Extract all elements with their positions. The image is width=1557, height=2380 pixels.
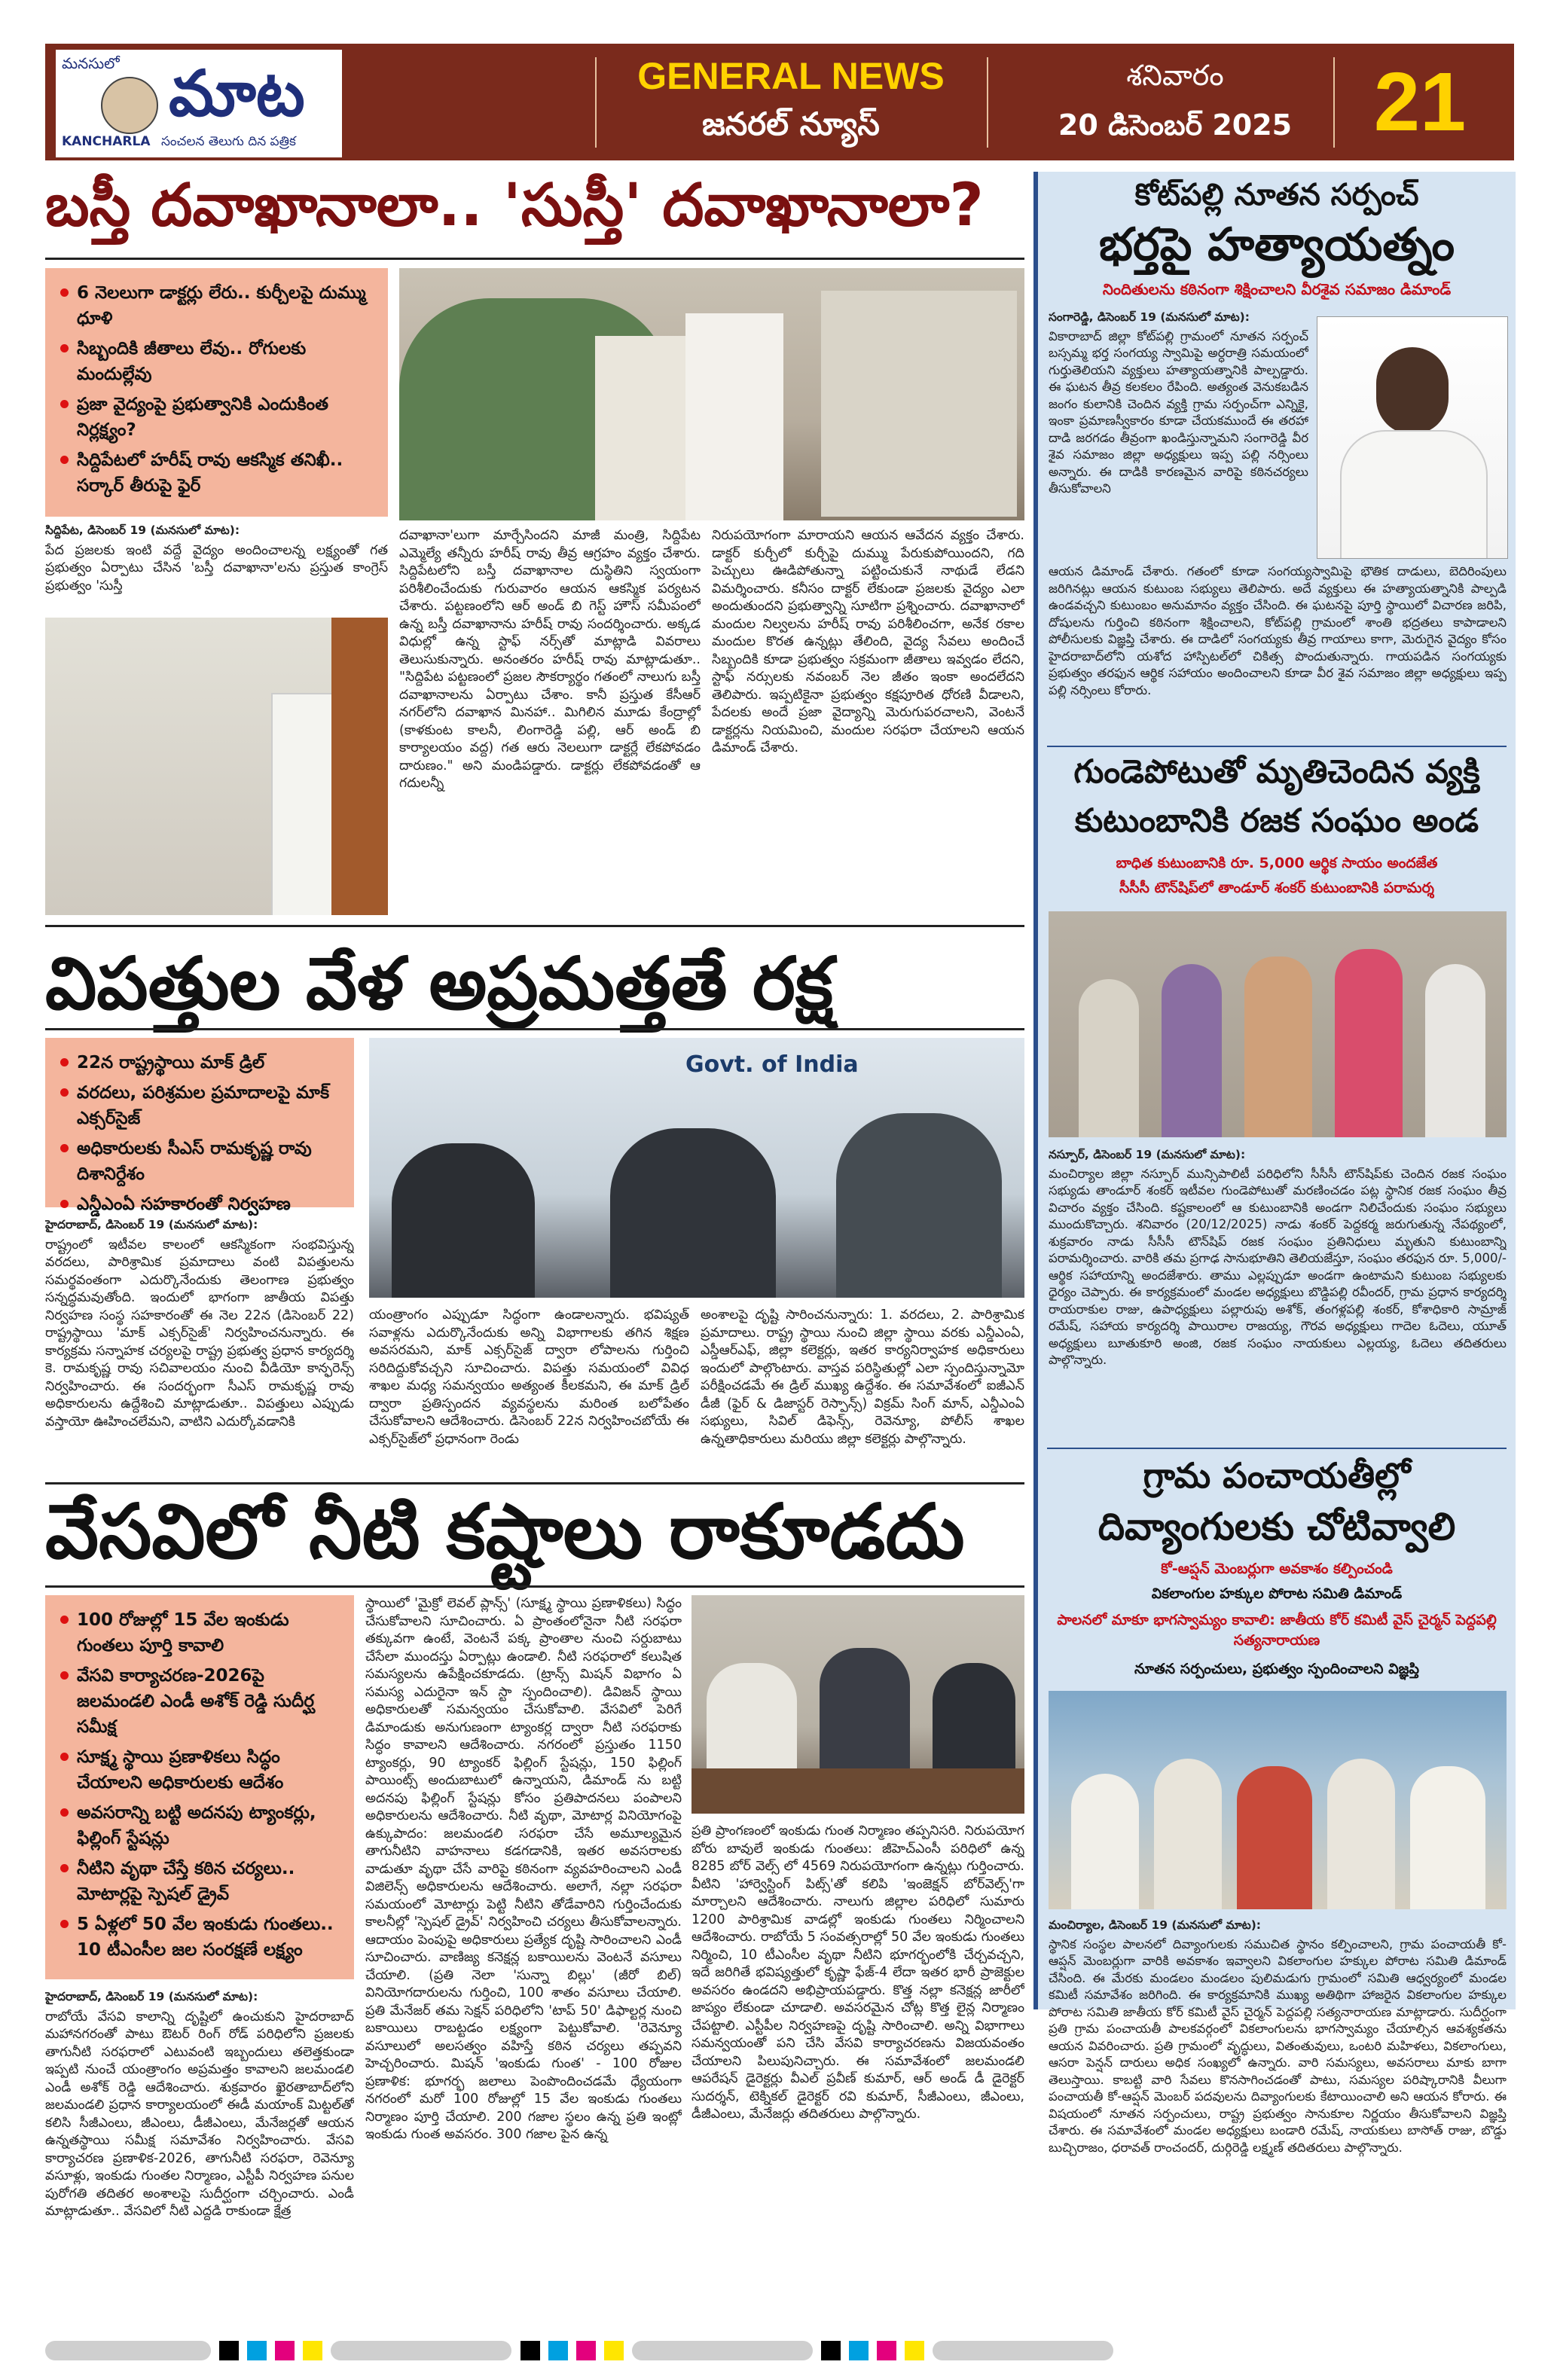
person-figure [1162, 964, 1222, 1137]
right1-body-narrow: వికారాబాద్ జిల్లా కోట్‌పల్లి గ్రామంలో నూతన సర్పంచ్ బస్సమ్మ భర్త సంగయ్య స్వామిపై అర్ధరాత్రి సమయంలో గుర్తుతెలియని వ్యక్తులు హత్యాయత్నానికి పాల్పడ్డారు. ఈ ఘటన తీవ్ర కలకలం రేపింది. అత్యంత వెనుకబడిన జంగం కులానికి చెందిన వ్యక్తి గ్రామ సర్పంచ్‌గా ఎన్నికై, ఇంకా ప్రమాణస్వీకారం కూడా చేయకముందే ఈ తరహా దాడి జరగడం తీవ్రంగా ఖండిస్తున్నామని సంగారెడ్డి వీర శైవ సమాజం జిల్లా అధ్యక్షులు ఇప్ప పల్లి నర్సింలు అన్నారు. ఈ దాడికి కారణమైన వారిపై కఠినచర్యలు తీసుకోవాలని [1049, 328, 1308, 496]
right2-body: మంచిర్యాల జిల్లా నస్పూర్ మున్సిపాలిటీ పరిధిలోని సీసీసీ టౌన్‌షిప్‌కు చెందిన రజక సంఘం సభ్యుడు తాండూర్ శంకర్ ఇటీవల గుండెపోటుతో మరణించడం పట్ల స్థానిక రజక సంఘం తీవ్ర విచారం వ్యక్తం చేసింది. కష్టకాలంలో ఆ కుటుంబానికి అండగా నిలిచేందుకు సంఘం సభ్యులు ముందుకొచ్చారు. శనివారం (20/12/2025) నాడు శంకర్ పెద్దకర్మ జరుగుతున్న నేపథ్యంలో, శుక్రవారం నాడు సీసీసీ టౌన్‌షిప్ రజక సంఘం ప్రతినిధులు మృతుని కుటుంబాన్ని పరామర్శించారు. వారికి తమ ప్రగాఢ సానుభూతిని తెలియజేస్తూ, సంఘం తరఫున రూ. 5,000/- ఆర్థిక సహాయాన్ని అందజేశారు. తాము ఎల్లప్పుడూ అండగా ఉంటామని కుటుంబ సభ్యులకు ధైర్యం చెప్పారు. ఈ కార్యక్రమంలో మండల అధ్యక్షులు బొడ్డిపల్లి రవీందర్, గ్రామ ప్రధాన కార్యదర్శి రాయరాకుల రాజు, ఉపాధ్యక్షులు పల్లారుపు అశోక్, తంగళ్లపల్లి శంకర్, కోశాధికారి సామ్రాజ్ రమేష్, సహాయ కార్యదర్శి పాయిరాల రాజయ్య, గౌరవ అధ్యక్షులు గాదెల ఓదెలు, యూత్ అధ్యక్షులు బూతుకూరి అంజి, రజక సంఘం నాయకులు ఎల్లయ్య, ఓదెలు తదితరులు పాల్గొన్నారు. [1049, 1166, 1507, 1367]
right2-dateline: నస్పూర్, డిసెంబర్ 19 (మనసులో మాట): [1049, 1148, 1246, 1161]
person-figure [685, 313, 783, 520]
highlight-item: అధికారులకు సీఎస్ రామకృష్ణ రావు దిశానిర్దేశం [57, 1136, 342, 1187]
print-registration-strip [45, 2341, 1514, 2363]
story1-headline[interactable]: బస్తీ దవాఖానాలా.. 'సుస్తీ' దవాఖానాలా? [45, 172, 984, 240]
highlight-item: ప్రజా వైద్యంపై ప్రభుత్వానికి ఎందుకింత నిర్లక్ష్యం? [57, 392, 376, 443]
logo-title: మాట [169, 56, 305, 130]
story2-column-2: యంత్రాంగం ఎప్పుడూ సిద్ధంగా ఉండాలన్నారు. భవిష్యత్ సవాళ్లను ఎదుర్కొనేందుకు అన్ని విభాగాలకు తగిన శిక్షణ అవసరమని, మాక్ ఎక్సర్‌సైజ్ ద్వారా లోపాలను గుర్తించి సరిదిద్దుకోవచ్చని సూచించారు. విపత్తు సమయంలో వివిధ శాఖల మధ్య సమన్వయం అత్యంత కీలకమని, ఈ మాక్ డ్రిల్ ద్వారా ప్రతిస్పందన వ్యవస్థలను మరింత బలోపేతం చేసుకోవాలని ఆదేశించారు. డిసెంబర్ 22న నిర్వహించబోయే ఈ ఎక్సర్‌సైజ్‌లో ప్రధానంగా రెండు [369, 1307, 689, 1447]
logo-brand: KANCHARLA [62, 134, 151, 149]
highlight-item: 6 నెలలుగా డాక్టర్లు లేరు.. కుర్చీలపై దుమ్ము ధూళి [57, 280, 376, 331]
story3-photo [691, 1595, 1024, 1814]
right3-body: స్థానిక సంస్థల పాలనలో దివ్యాంగులకు సముచిత స్థానం కల్పించాలని, గ్రామ పంచాయతీ కో-ఆప్షన్ మెంబర్లుగా వారికి అవకాశం ఇవ్వాలని వికలాంగుల హక్కుల పోరాట సమితి డిమాండ్ చేసింది. ఈ మేరకు మండలం మండలం పులిమడుగు గ్రామంలో సమితి ఆధ్వర్యంలో మండల కమిటీ సమావేశం జరిగింది. ఈ కార్యక్రమానికి ముఖ్య అతిథిగా హాజరైన వికలాంగుల హక్కుల పోరాట సమితి జాతీయ కోర్ కమిటీ వైస్ చైర్మన్ పెద్దపల్లి సత్యనారాయణ మాట్లాడారు. సుదీర్ఘంగా ప్రతి గ్రామ పంచాయతీ పాలకవర్గంలో వికలాంగులను భాగస్వామ్యం చేయాల్సిన ఆవశ్యకతను ఆయన వివరించారు. ప్రతి గ్రామంలో వృద్ధులు, వితంతువులు, ఒంటరి మహిళలు, వికలాంగులు, ఆసరా పెన్షన్ దారులు అధిక సంఖ్యలో ఉన్నారు. వారి సమస్యలు, అవసరాలు మాకు బాగా తెలుస్తాయి. కాబట్టి వారి సేవలు కొనసాగించడంతో పాటు, సమస్యల పరిష్కారానికి వీలుగా పంచాయతీ కో-ఆప్షన్ మెంబర్ పదవులను దివ్యాంగులకు కేటాయించాలి అని ఆయన కోరారు. ఈ విషయంలో నూతన సర్పంచులు, రాష్ట్ర ప్రభుత్వం సానుకూల నిర్ణయం తీసుకోవాలని విజ్ఞప్తి చేశారు. ఈ సమావేశంలో మండల అధ్యక్షులు బండారి రమేష్, నాయకులు బాసోత్ రాజు, బొడ్డు బుచ్చిరాజం, ధరావత్ రాంచందర్, దుర్గిరెడ్డి లక్ష్మణ్ తదితరులు పాల్గొన్నారు. [1049, 1936, 1507, 2155]
highlight-item: 5 ఏళ్లలో 50 వేల ఇంకుడు గుంతలు.. 10 టీఎంసీల జల సంరక్షణే లక్ష్యం [57, 1912, 342, 1963]
logo-portrait-icon [101, 77, 158, 134]
highlight-item: సిబ్బందికి జీతాలు లేవు.. రోగులకు మందుల్లేవు [57, 336, 376, 387]
section-title-en: GENERAL NEWS [637, 55, 945, 97]
divider [45, 1482, 1024, 1484]
registration-mark [905, 2341, 924, 2360]
highlight-item: 22న రాష్ట్రస్థాయి మాక్ డ్రిల్ [57, 1050, 342, 1076]
right3-deck2: వికలాంగుల హక్కుల పోరాట సమితి డిమాండ్ [1151, 1585, 1403, 1602]
highlight-item: నీటిని వృథా చేస్తే కఠిన చర్యలు.. మోటార్లపై స్పెషల్ డ్రైవ్ [57, 1856, 342, 1907]
masthead-divider [1333, 57, 1335, 148]
right3-deck4: నూతన సర్పంచులు, ప్రభుత్వం స్పందించాలని విజ్ఞప్తి [1134, 1661, 1420, 1677]
right3-deck3: పాలనలో మాకూ భాగస్వామ్యం కావాలి: జాతీయ కోర్ కమిటీ వైస్ చైర్మన్ పెద్దపల్లి సత్యనారాయణ [1057, 1612, 1497, 1649]
person-figure [1327, 1759, 1395, 1909]
story3-highlights [45, 1595, 354, 1979]
right2-headline-line1[interactable]: గుండెపోటుతో మృతిచెందిన వ్యక్తి [1073, 753, 1480, 791]
divider [1047, 746, 1507, 747]
story2-col1-text: రాష్ట్రంలో ఇటీవల కాలంలో ఆకస్మికంగా సంభవిస్తున్న వరదలు, పారిశ్రామిక ప్రమాదాలు వంటి విపత్తులను సమర్థవంతంగా ఎదుర్కొనేందుకు తెలంగాణ ప్రభుత్వం సన్నద్ధమవుతోంది. ఇందులో భాగంగా జాతీయ విపత్తు నిర్వహణ సంస్థ సహకారంతో ఈ నెల 22న (డిసెంబర్ 22) రాష్ట్రస్థాయి 'మాక్ ఎక్సర్‌సైజ్' నిర్వహించనున్నారు. ఈ కార్యక్రమ సన్నాహక చర్యలపై రాష్ట్ర ప్రభుత్వ ప్రధాన కార్యదర్శి కె. రామకృష్ణ రావు సచివాలయం నుంచి వీడియో కాన్ఫరెన్స్ నిర్వహించారు. ఈ సందర్భంగా సీఎస్ రామకృష్ణ రావు అధికారులను ఉద్దేశించి మాట్లాడుతూ.. విపత్తులు ఎప్పుడు వస్తాయో ఊహించలేమని, వాటిని ఎదుర్కోవడానికి [45, 1237, 354, 1430]
door-frame [331, 618, 388, 915]
page-number: 21 [1373, 56, 1467, 148]
masthead-divider [595, 57, 597, 148]
highlight-item: అవసరాన్ని బట్టి అదనపు ట్యాంకర్లు, ఫిల్లింగ్ స్టేషన్లు [57, 1800, 342, 1851]
right1-portrait [1317, 316, 1508, 559]
story2-photo [369, 1038, 1024, 1298]
divider [45, 1585, 1024, 1588]
right1-headline[interactable]: భర్తపై హత్యాయత్నం [1098, 218, 1455, 271]
story1-lead-text: పేద ప్రజలకు ఇంటి వద్దే వైద్యం అందించాలన్న లక్ష్యంతో గత ప్రభుత్వం ఏర్పాటు చేసిన 'బస్తీ దవాఖానా'లను ప్రస్తుత కాంగ్రెస్ ప్రభుత్వం 'సుస్తీ [45, 542, 388, 593]
registration-mark [849, 2341, 869, 2360]
registration-mark [275, 2341, 295, 2360]
registration-mark [521, 2341, 540, 2360]
person-figure [1410, 1766, 1485, 1909]
divider [1047, 1448, 1507, 1449]
registration-mark [877, 2341, 896, 2360]
highlight-item: వేసవి కార్యాచరణ-2026పై జలమండలి ఎండీ అశోక్ రెడ్డి సుదీర్ఘ సమీక్ష [57, 1663, 342, 1740]
registration-mark [604, 2341, 624, 2360]
right1-kicker: కోట్‌పల్లి నూతన సర్పంచ్ [1134, 178, 1419, 212]
right2-headline-line2[interactable]: కుటుంబానికి రజక సంఘం అండ [1074, 802, 1479, 840]
person-figure [595, 336, 685, 520]
right2-deck2: సీసీసీ టౌన్‌షిప్‌లో తాండూర్ శంకర్ కుటుంబానికి పరామర్శ [1119, 880, 1435, 896]
highlight-item: సూక్ష్మ స్థాయి ప్రణాళికలు సిద్ధం చేయాలని అధికారులకు ఆదేశం [57, 1744, 342, 1796]
highlight-item: సిద్దిపేటలో హరీష్ రావు ఆకస్మిక తనిఖీ.. సర్కార్ తీరుపై ఫైర్ [57, 447, 376, 499]
person-figure [392, 1143, 535, 1298]
person-figure [1335, 949, 1403, 1137]
story1-photo [399, 268, 1024, 520]
story2-column-1 [45, 1216, 354, 1476]
right1-body-wide: ఆయన డిమాండ్ చేశారు. గతంలో కూడా సంగయ్యస్వామిపై భౌతిక దాడులు, బెదిరింపులు జరిగినట్లు ఆయన కుటుంబ సభ్యులు తెలిపారు. అదే వ్యక్తులు ఈ హత్యాయత్నానికి పాల్పడి ఉండవచ్చని కుటుంబం అనుమానం వ్యక్తం చేసింది. ఈ ఘటనపై పూర్తి స్థాయిలో విచారణ జరిపి, దోషులను గుర్తించి కఠినంగా శిక్షించాలని, కోట్‌పల్లి గ్రామంలో శాంతి భద్రతలు కాపాడాలని పోలీసులకు విజ్ఞప్తి చేశారు. ఈ దాడిలో సంగయ్యకు తీవ్ర గాయాలు కాగా, మెరుగైన వైద్యం కోసం హైదరాబాద్‌లోని యశోద హాస్పిటల్‌లో చికిత్స పొందుతున్నారు. గాయపడిన సంగయ్యకు ప్రభుత్వం తరఫున ఆర్థిక సహాయం అందించాలని కూడా వీర శైవ సమాజం జిల్లా అధ్యక్షులు ఇప్ప పల్లి నర్సింలు కోరారు. [1049, 564, 1507, 697]
person-figure [1079, 979, 1139, 1137]
story3-column-3: ప్రతి ప్రాంగణంలో ఇంకుడు గుంత నిర్మాణం తప్పనిసరి. నిరుపయోగ బోరు బావులే ఇంకుడు గుంతలు: జీహెచ్ఎంసీ పరిధిలో ఉన్న 8285 బోర్ వెల్స్ లో 4569 నిరుపయోగంగా ఉన్నట్లు గుర్తించారు. వీటిని 'హార్వెస్టింగ్ పిట్స్'తో కలిపి 'ఇంజెక్షన్ బోర్‌వెల్స్'గా మార్చాలని ఆదేశించారు. నాలుగు జిల్లాల పరిధిలో సుమారు 1200 పారిశ్రామిక వాడల్లో ఇంకుడు గుంతలు నిర్మించాలని ఆదేశించారు. రాబోయే 5 సంవత్సరాల్లో 50 వేల ఇంకుడు గుంతలు నిర్మించి, 10 టీఎంసీల వృథా నీటిని భూగర్భంలోకి చేర్చవచ్చని, ఇదే జరిగితే భవిష్యత్తులో కృష్ణా ఫేజ్-4 లేదా ఇతర భారీ ప్రాజెక్టుల అవసరం ఉండదని అభిప్రాయపడ్డారు. కొత్త నల్లా కనెక్షన్ల జారీలో జాప్యం లేకుండా చూడాలి. అవసరమైన చోట్ల కొత్త లైన్ల నిర్మాణం చేపట్టాలి. ఎస్టీపీల నిర్వహణపై దృష్టి సారించాలి. అన్ని విభాగాలు సమన్వయంతో పని చేసి వేసవి కార్యాచరణను విజయవంతం చేయాలని పిలుపునిచ్చారు. ఈ సమావేశంలో జలమండలి ఆపరేషన్ డైరెక్టర్లు వీఎల్ ప్రవీణ్ కుమార్, ఆర్ అండ్ డీ డైరెక్టర్ సుదర్శన్, టెక్నికల్ డైరెక్టర్ రవి కుమార్, సీజీఎంలు, జీఎంలు, డీజీఎంలు, మేనేజర్లు తదితరులు పాల్గొన్నారు. [691, 1823, 1024, 2122]
story3-column-1 [45, 1988, 354, 2335]
highlight-item: ఎన్డీఎంఏ సహకారంతో నిర్వహణ [57, 1192, 342, 1217]
story2-highlights [45, 1038, 354, 1214]
person-figure [1237, 1766, 1312, 1909]
story1-highlights [45, 268, 388, 517]
portrait-head [1376, 347, 1449, 435]
right2-deck1: బాధిత కుటుంబానికి రూ. 5,000 ఆర్థిక సాయం అందజేత [1116, 855, 1438, 871]
story2-dateline: హైదరాబాద్, డిసెంబర్ 19 (మనసులో మాట): [45, 1218, 258, 1231]
registration-mark [632, 2341, 813, 2360]
registration-mark [548, 2341, 568, 2360]
masthead-divider [987, 57, 988, 148]
right3-dateline: మంచిర్యాల, డిసెంబర్ 19 (మనసులో మాట): [1049, 1918, 1261, 1932]
table-surface [691, 1768, 1024, 1814]
issue-date [1032, 48, 1318, 156]
story3-headline[interactable]: వేసవిలో నీటి కష్టాలు రాకూడదు [45, 1488, 965, 1576]
highlight-item: వరదలు, పరిశ్రమల ప్రమాదాలపై మాక్ ఎక్సర్‌సైజ్ [57, 1080, 342, 1131]
story2-column-3: అంశాలపై దృష్టి సారించనున్నారు: 1. వరదలు, 2. పారిశ్రామిక ప్రమాదాలు. రాష్ట్ర స్థాయి నుంచి జిల్లా స్థాయి వరకు ఎన్డీఎంఏ, ఎస్డీఆర్ఎఫ్, జిల్లా కలెక్టర్లు, ఇతర కార్యనిర్వాహక అధికారులు ఇందులో పాల్గొంటారు. వాస్తవ పరిస్థితుల్లో ఎలా స్పందిస్తున్నామో పరీక్షించడమే ఈ డ్రిల్ ముఖ్య ఉద్దేశం. ఈ సమావేశంలో ఐజీఎన్ డీజీ (ఫైర్ & డిజాస్టర్ రెస్పాన్స్) విక్రమ్ సింగ్ మాన్, ఎన్డీఎంఏ సభ్యులు, సివిల్ డిఫెన్స్, రెవెన్యూ, పోలీస్ శాఖల ఉన్నతాధికారులు మరియు జిల్లా కలెక్టర్లు పాల్గొన్నారు. [701, 1307, 1024, 1447]
portrait-body [1340, 430, 1488, 559]
story1-dateline: సిద్దిపేట, డిసెంబర్ 19 (మనసులో మాట): [45, 523, 240, 537]
right2-photo [1049, 911, 1507, 1137]
right3-deck1: కో-ఆప్షన్ మెంబర్లుగా అవకాశం కల్పించండి [1161, 1561, 1393, 1577]
right3-column [1049, 1917, 1507, 2335]
divider [45, 1028, 1024, 1030]
story1-column-3: నిరుపయోగంగా మారాయని ఆయన ఆవేదన వ్యక్తం చేశారు. డాక్టర్ కుర్చీలో కుర్చీపై దుమ్ము పేరుకుపోయిందని, గది పెచ్చులు ఊడిపోతున్నా పట్టించుకునే నాథుడే లేడని విమర్శించారు. కనీసం దాక్టర్ లేకుండా ప్రజలకు వైద్యం ఎలా అందుతుందని ప్రభుత్వాన్ని సూటిగా ప్రశ్నించారు. దవాఖానాలో మందుల నిల్వలను హరీష్ రావు పరిశీలించగా, అనేక రకాల మందుల కొరత ఉన్నట్లు తేలింది, వైద్య సేవలు అందించే సిబ్బందికి కూడా ప్రభుత్వం సక్రమంగా జీతాలు ఇవ్వడం లేదని, స్టాఫ్ నర్సులకు నవంబర్ నెల జీతం ఇంకా అందలేదని తెలిపారు. ఇప్పటికైనా ప్రభుత్వం కక్షపూరిత ధోరణి వీడాలని, పేదలకు అందే ప్రజా వైద్యాన్ని మెరుగుపరచాలని, వెంటనే డాక్టర్లను నియమించి, మందుల సరఫరా చేయాలని ఆయన డిమాండ్ చేశారు. [712, 528, 1024, 755]
story3-column-2: స్థాయిలో 'మైక్రో లెవల్ ప్లాన్స్' (సూక్ష్మ స్థాయి ప్రణాళికలు) సిద్ధం చేసుకోవాలని సూచించారు. ఏ ప్రాంతంలోనైనా నీటి సరఫరా తక్కువగా ఉంటే, వెంటనే పక్క ప్రాంతాల నుంచి సర్దుబాటు చేసేలా ముందస్తు ఏర్పాట్లు ఉండాలి. నీటి సరఫరాలో కలుషిత సమస్యలను ఉపేక్షించకూడదు. (ట్రాన్స్ మిషన్ విభాగం ఏ సమస్య ఎదురైనా ఇన్ స్టా స్పందించాలి). డివిజన్ స్థాయి అధికారులతో సమన్వయం చేసుకోవాలి. వేసవిలో పెరిగే డిమాండుకు అనుగుణంగా ట్యాంకర్ల ద్వారా నీటి సరఫరాకు సిద్ధం కావాలని ఆదేశించారు. నగరంలో ప్రస్తుతం 1150 ట్యాంకర్లు, 90 ట్యాంకర్ ఫిల్లింగ్ స్టేషన్లు, 150 ఫిల్లింగ్ పాయింట్స్ అందుబాటులో ఉన్నాయని, డిమాండ్ ను బట్టి అదనపు ఫిల్లింగ్ స్టేషన్లు కోసం ప్రతిపాదనలు పంపాలని అధికారులను ఆదేశించారు. నీటి వృథా, మోటార్ల వినియోగంపై ఉక్కుపాదం: జలమండలి సరఫరా చేసే అమూల్యమైన తాగునీటిని వాహనాలు కడగడానికి, ఇతర అవసరాలకు వాడుతూ వృథా చేసే వారిపై కఠినంగా వ్యవహరించాలని ఎండీ విజిలెన్స్ అధికారులను ఆదేశించారు. అలాగే, నల్లా సరఫరా సమయంలో మోటార్లు పెట్టి నీటిని తోడేవారిని గుర్తించేందుకు కాలనీల్లో 'స్పెషల్ డ్రైవ్' నిర్వహించి చర్యలు తీసుకోవాలన్నారు. ఆదాయం పెంపుపై అధికారులు ప్రత్యేక దృష్టి సారించాలని ఎండీ సూచించారు. వాణిజ్య కనెక్షన్ల బకాయిలను వెంటనే వసూలు చేయాలి. (ప్రతి నెలా 'సున్నా బిల్లు' (జీరో బిల్) వినియోగదారులను గుర్తించి, 100 శాతం వసూలు చేయాలి. ప్రతి మేనేజర్ తమ సెక్షన్ పరిధిలోని 'టాప్ 50' డిఫాల్టర్ల నుంచి బకాయిలు రాబట్టడం లక్ష్యంగా పెట్టుకోవాలి. 'రెవెన్యూ వసూలులో అలసత్వం వహిస్తే కఠిన చర్యలు తప్పవని హెచ్చరించారు. మిషన్ 'ఇంకుడు గుంత' - 100 రోజుల ప్రణాళిక: భూగర్భ జలాలు పెంపొందించడమే ధ్యేయంగా నగరంలో మరో 100 రోజుల్లో 15 వేల ఇంకుడు గుంతలు నిర్మాణం పూర్తి చేయాలి. 200 గజాల స్థలం ఉన్న ప్రతి ఇంట్లో ఇంకుడు గుంత అవసరం. 300 గజాల పైన ఉన్న [365, 1596, 682, 2142]
divider [45, 258, 1024, 260]
registration-mark [576, 2341, 596, 2360]
registration-mark [933, 2341, 1113, 2360]
divider [45, 925, 1024, 927]
right3-photo [1049, 1691, 1507, 1909]
story3-dateline: హైదరాబాద్, డిసెంబర్ 19 (మనసులో మాట): [45, 1990, 258, 2003]
highlight-item: 100 రోజుల్లో 15 వేల ఇంకుడు గుంతలు పూర్తి కావాలి [57, 1607, 342, 1658]
shelf-area [821, 291, 1017, 517]
right1-deck: నిందితులను కఠినంగా శిక్షించాలని వీరశైవ సమాజం డిమాండ్ [1102, 280, 1452, 298]
person-figure [1244, 957, 1312, 1137]
section-title [603, 48, 979, 156]
section-title-te: జనరల్ న్యూస్ [702, 105, 880, 142]
newspaper-logo[interactable] [54, 48, 343, 159]
story1-photo-2 [45, 618, 388, 915]
logo-small-text: మనసులో [62, 54, 120, 72]
registration-mark [303, 2341, 322, 2360]
right1-dateline: సంగారెడ్డి, డిసెంబర్ 19 (మనసులో మాట): [1049, 310, 1250, 324]
right2-column [1049, 1146, 1507, 1444]
person-figure [1425, 964, 1485, 1137]
right3-headline-line2[interactable]: దివ్యాంగులకు చోటివ్వాలి [1098, 1505, 1456, 1549]
person-figure [1071, 1774, 1139, 1909]
story1-lead [45, 522, 388, 611]
issue-day: శనివారం [1126, 59, 1224, 92]
photo-banner-text: Govt. of India [685, 1051, 859, 1078]
logo-tagline: సంచలన తెలుగు దిన పత్రిక [161, 134, 296, 149]
right3-headline-line1[interactable]: గ్రామ పంచాయతీల్లో [1143, 1455, 1411, 1496]
issue-date-text: 20 డిసెంబర్ 2025 [1058, 108, 1293, 142]
person-figure [836, 1113, 1002, 1298]
registration-mark [247, 2341, 267, 2360]
person-figure [1154, 1759, 1222, 1909]
story2-headline[interactable]: విపత్తుల వేళ అప్రమత్తతే రక్ష [45, 941, 833, 1026]
registration-mark [821, 2341, 841, 2360]
registration-mark [219, 2341, 239, 2360]
story3-col1-text: రాబోయే వేసవి కాలాన్ని దృష్టిలో ఉంచుకుని హైదరాబాద్ మహానగరంతో పాటు ఔటర్ రింగ్ రోడ్ పరిధిలోని ప్రజలకు తాగునీటి సరఫరాలో ఎటువంటి ఇబ్బందులు తలెత్తకుండా ఇప్పటి నుంచే యంత్రాంగం అప్రమత్తం కావాలని జలమండలి ఎండీ అశోక్ రెడ్డి ఆదేశించారు. శుక్రవారం ఖైరతాబాద్‌లోని జలమండలి ప్రధాన కార్యాలయంలో ఈడీ మయాంక్ మిట్టల్‌తో కలిసి సీజీఎంలు, జీఎంలు, డీజీఎంలు, మేనేజర్లతో ఆయన ఉన్నతస్థాయి సమీక్ష సమావేశం నిర్వహించారు. వేసవి కార్యాచరణ ప్రణాళిక-2026, తాగునీటి సరఫరా, రెవెన్యూ వసూళ్లు, ఇంకుడు గుంతల నిర్మాణం, ఎస్టీపీ నిర్వహణ పనుల పురోగతి తదితర అంశాలపై సుదీర్ఘంగా చర్చించారు. ఎండీ మాట్లాడుతూ.. వేసవిలో నీటి ఎద్దడి రాకుండా క్షేత్ర [45, 2009, 354, 2219]
registration-mark [331, 2341, 511, 2360]
story1-column-2: దవాఖానా'లుగా మార్చేసిందని మాజీ మంత్రి, సిద్దిపేట ఎమ్మెల్యే తన్నీరు హరీష్ రావు తీవ్ర ఆగ్రహం వ్యక్తం చేశారు. సిద్దిపేటలోని బస్తీ దవాఖానాల దుస్థితిని స్వయంగా పరిశీలించేందుకు గురువారం ఆయన ఆకస్మిక పర్యటన చేశారు. పట్టణంలోని ఆర్ అండ్ బి గెస్ట్ హౌస్ సమీపంలో ఉన్న బస్తీ దవాఖానాను హరీష్ రావు సందర్శించారు. అక్కడ విధుల్లో ఉన్న స్టాఫ్ నర్స్‌తో మాట్లాడి వివరాలు తెలుసుకున్నారు. అనంతరం హరీష్ రావు మాట్లాడుతూ.. "సిద్దిపేట పట్టణంలో ప్రజల సౌకర్యార్థం గతంలో నాలుగు బస్తీ దవాఖానాలను ఏర్పాటు చేశాం. కానీ ప్రస్తుత కేసీఆర్ నగర్‌లోని దవాఖాన మినహా.. మిగిలిన మూడు కేంద్రాల్లో (కాళకుంట కాలనీ, లింగారెడ్డి పల్లి, ఆర్ అండ్ బి కార్యాలయం వద్ద) గత ఆరు నెలలుగా డాక్టర్లే లేకపోవడం దారుణం." అని మండిపడ్డారు. డాక్టర్లు లేకపోవడంతో ఆ గదులన్నీ [399, 528, 701, 791]
person-figure [610, 1128, 776, 1298]
registration-mark [45, 2341, 211, 2360]
